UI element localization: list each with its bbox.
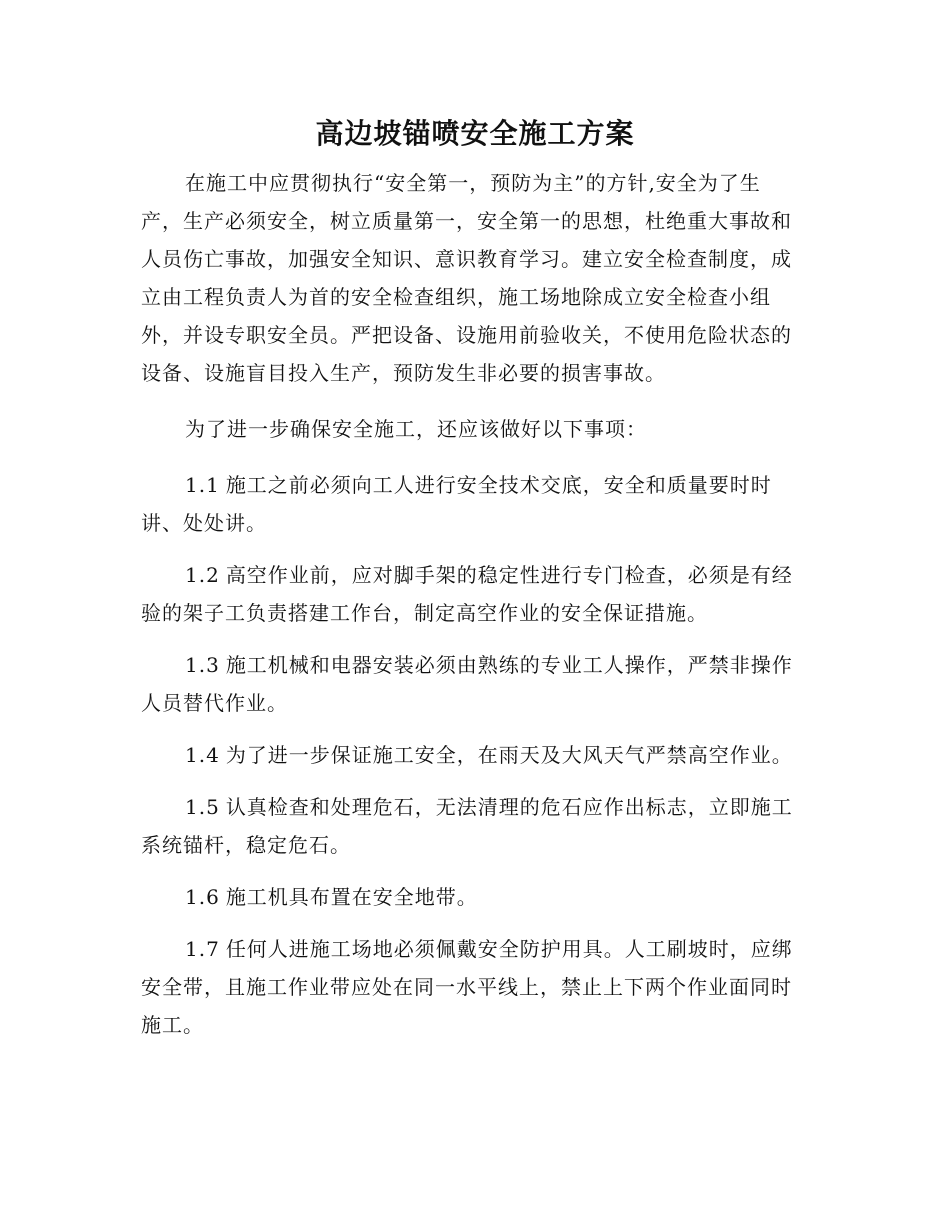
list-item — [141, 878, 801, 916]
item-number: 1.3 — [185, 653, 220, 677]
item-number: 1.2 — [185, 563, 220, 587]
list-item — [141, 736, 801, 774]
item-text: 任何人进施工场地必须佩戴安全防护用具。人工刷坡时，应绑安全带，且施工作业带应处在同一水平线上，禁止上下两个作业面同时施工。 — [141, 937, 793, 1037]
list-item — [141, 466, 801, 542]
list-item — [141, 556, 801, 632]
item-text: 高空作业前，应对脚手架的稳定性进行专门检查，必须是有经验的架子工负责搭建工作台，制定高空作业的安全保证措施。 — [141, 563, 793, 625]
document-body — [141, 164, 801, 1058]
list-item — [141, 788, 801, 864]
item-text: 为了进一步保证施工安全，在雨天及大风天气严禁高空作业。 — [225, 743, 793, 767]
item-text: 施工机具布置在安全地带。 — [225, 885, 478, 909]
item-text: 施工机械和电器安装必须由熟练的专业工人操作，严禁非操作人员替代作业。 — [141, 653, 793, 715]
item-number: 1.7 — [185, 937, 220, 961]
item-number: 1.6 — [185, 885, 220, 909]
item-text: 施工之前必须向工人进行安全技术交底，安全和质量要时时讲、处处讲。 — [141, 473, 772, 535]
list-item — [141, 930, 801, 1044]
item-number: 1.1 — [185, 473, 220, 497]
item-number: 1.4 — [185, 743, 220, 767]
intro-paragraph: 在施工中应贯彻执行“安全第一，预防为主”的方针,安全为了生产，生产必须安全，树立质量第一，安全第一的思想，杜绝重大事故和人员伤亡事故，加强安全知识、意识教育学习。建立安全检查制度，成立由工程负责人为首的安全检查组织，施工场地除成立安全检查小组外，并设专职安全员。严把设备、设施用前验收关，不使用危险状态的设备、设施盲目投入生产，预防发生非必要的损害事故。 — [141, 171, 792, 385]
list-item — [141, 646, 801, 722]
document-title: 高边坡锚喷安全施工方案 — [315, 117, 635, 150]
item-number: 1.5 — [185, 795, 220, 819]
item-text: 认真检查和处理危石，无法清理的危石应作出标志，立即施工系统锚杆，稳定危石。 — [141, 795, 793, 857]
intro-paragraph: 为了进一步确保安全施工，还应该做好以下事项： — [185, 417, 647, 441]
